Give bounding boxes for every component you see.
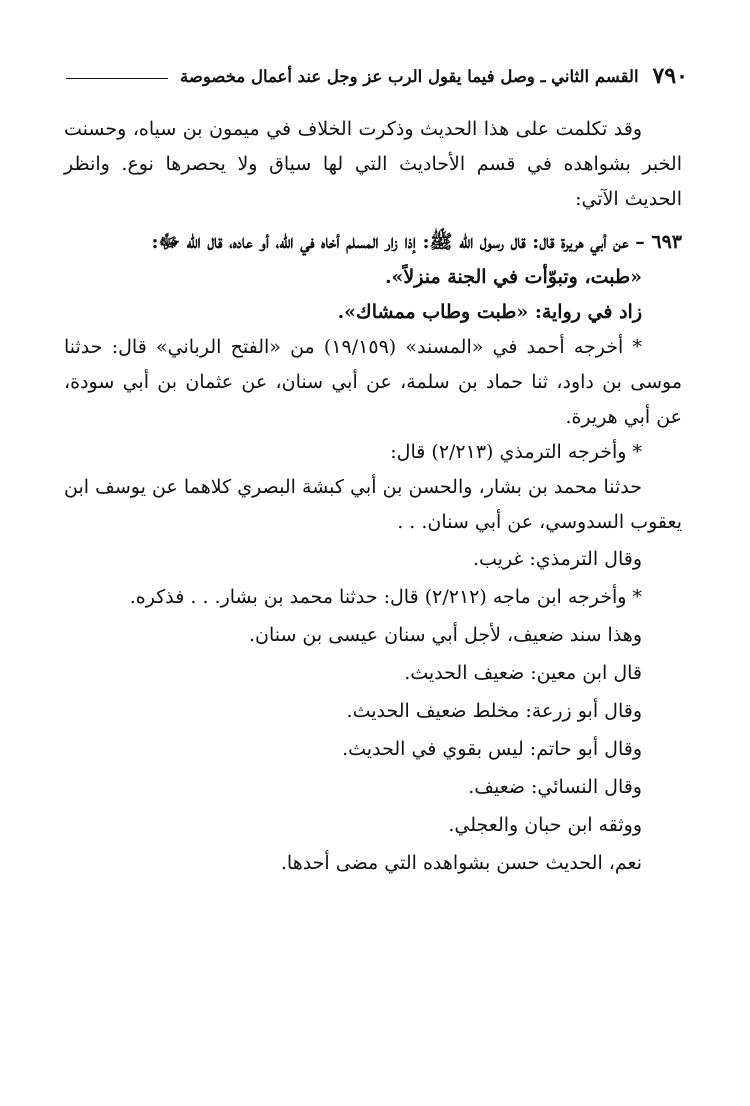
tawthiq-note: ووثقه ابن حبان والعجلي. [448, 814, 642, 836]
sanad-weakness: وهذا سند ضعيف، لأجل أبي سنان عيسى بن سنان. [248, 624, 642, 646]
header-rule [66, 78, 168, 79]
conclusion: نعم، الحديث حسن بشواهده التي مضى أحدها. [280, 852, 642, 874]
page-header [66, 58, 688, 94]
running-title: القسم الثاني ـ وصل فيما يقول الرب عز وجل عند أعمال مخصوصة [180, 66, 639, 86]
ibn-maeen-grading: قال ابن معين: ضعيف الحديث. [404, 662, 642, 684]
takhrij-ahmad: * أخرجه أحمد في «المسند» (١٩/١٥٩) من «الفتح الرباني» قال: حدثنا موسى بن داود، ثنا حماد بن سلمة، عن أبي سنان، عن عثمان بن أبي سودة، عن أبي هريرة. [64, 336, 682, 428]
intro-paragraph: وقد تكلمت على هذا الحديث وذكرت الخلاف في ميمون بن سياه، وحسنت الخبر بشواهده في قسم الأحاديث التي لها سياق ولا يحصرها نوع. وانظر الحديث الآتي: [64, 118, 682, 210]
sanad-tirmidhi: حدثنا محمد بن بشار، والحسن بن أبي كبشة البصري كلاهما عن يوسف ابن يعقوب السدوسي، عن أبي سنان. . . [64, 476, 682, 533]
takhrij-tirmidhi: * وأخرجه الترمذي (٢/٢١٣) قال: [390, 441, 642, 463]
tirmidhi-grading: وقال الترمذي: غريب. [472, 548, 642, 570]
hadith-intro: ٦٩٣ – عن أبي هريرة قال: قال رسول الله ﷺ: إذا زار المسلم أخاه في الله، أو عاده، قال الله ﷻ: [151, 231, 682, 253]
hadith-text: «طبت، وتبوّأت في الجنة منزلاً». [384, 266, 642, 288]
hadith-riwaya: زاد في رواية: «طبت وطاب ممشاك». [337, 301, 642, 323]
page-number: ٧٩٠ [652, 63, 688, 89]
nasai-grading: وقال النسائي: ضعيف. [468, 776, 642, 798]
abu-hatim-grading: وقال أبو حاتم: ليس بقوي في الحديث. [342, 738, 642, 760]
takhrij-ibn-majah: * وأخرجه ابن ماجه (٢/٢١٢) قال: حدثنا محمد بن بشار. . . فذكره. [129, 586, 642, 608]
page-body [64, 112, 682, 882]
abu-zura-grading: وقال أبو زرعة: مخلط ضعيف الحديث. [346, 700, 642, 722]
